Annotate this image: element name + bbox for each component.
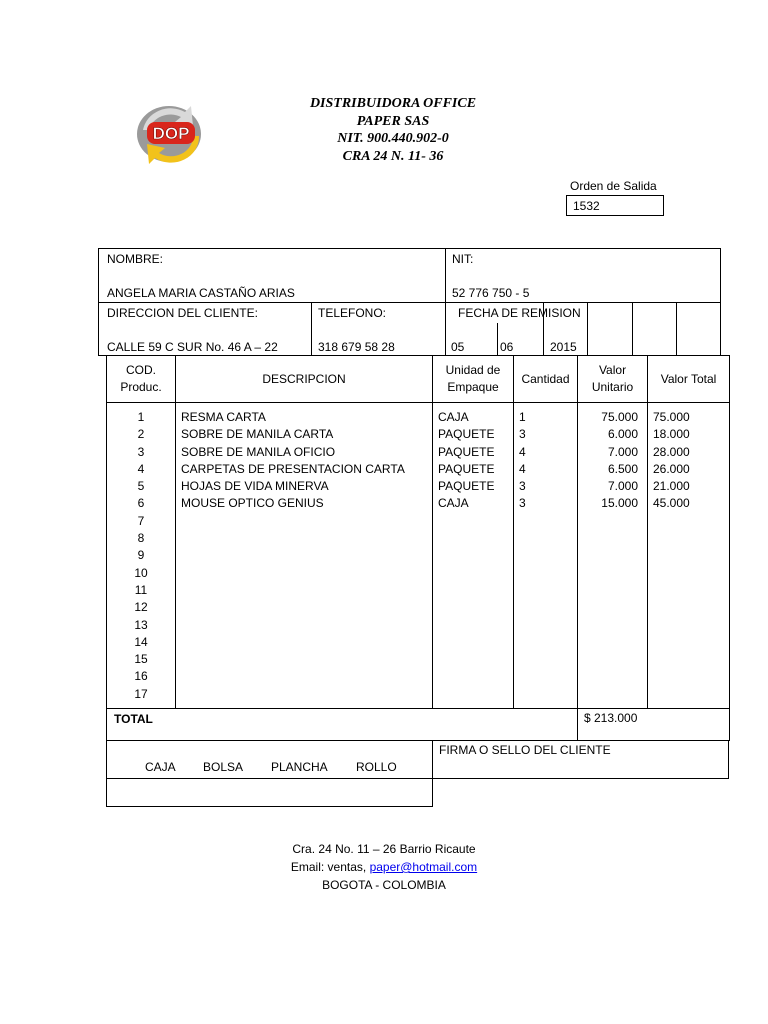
total-row xyxy=(107,709,730,741)
code-cell: 11 xyxy=(134,582,148,597)
unit-cell: PAQUETE xyxy=(438,427,495,442)
code-cell: 3 xyxy=(137,444,145,459)
total-amount: $ 213.000 xyxy=(584,711,638,725)
quantity-cell: 1 xyxy=(519,410,526,424)
code-cell: 17 xyxy=(134,686,148,701)
footer-email-line xyxy=(234,858,534,876)
total-amount-cell xyxy=(578,709,730,741)
unit-cell: CAJA xyxy=(438,410,469,424)
company-nit: NIT. 900.440.902-0 xyxy=(337,131,449,146)
company-logo xyxy=(133,100,207,166)
fecha-mes: 06 xyxy=(500,340,514,354)
header-unidad: Unidad de Empaque xyxy=(433,356,514,403)
company-address: CRA 24 N. 11- 36 xyxy=(342,148,444,164)
packaging-option-rollo: ROLLO xyxy=(356,760,397,774)
code-cell: 4 xyxy=(137,461,145,476)
unit-cell: PAQUETE xyxy=(438,479,495,494)
code-cell: 7 xyxy=(137,513,145,528)
total-value-cell: 28.000 xyxy=(653,444,690,459)
header-valor-unitario: Valor Unitario xyxy=(578,356,648,403)
code-cell: 10 xyxy=(134,565,148,580)
items-table xyxy=(106,355,730,741)
unit-cell: CAJA xyxy=(438,496,469,511)
nit-value: 52 776 750 - 5 xyxy=(452,286,530,300)
divider-fecha-mes xyxy=(497,323,498,355)
quantity-cell: 4 xyxy=(519,444,526,459)
code-cell: 6 xyxy=(137,496,145,511)
unit-value-cell: 6.000 xyxy=(607,427,638,442)
description-cell: RESMA CARTA xyxy=(181,410,266,424)
total-value-cell: 75.000 xyxy=(653,410,690,424)
quantity-cell: 3 xyxy=(519,496,526,511)
footer-email-prefix: Email: ventas, xyxy=(290,860,370,874)
header-valor-total: Valor Total xyxy=(648,356,730,403)
code-cell: 12 xyxy=(134,600,148,615)
divider-extra-2 xyxy=(632,302,633,355)
total-label-cell xyxy=(107,709,578,741)
company-name-line1: DISTRIBUIDORA OFFICE xyxy=(309,96,477,111)
footer-address: Cra. 24 No. 11 – 26 Barrio Ricaute xyxy=(292,842,476,856)
divider-telefono xyxy=(311,302,312,355)
total-value-cell: 45.000 xyxy=(653,496,690,511)
client-info-box xyxy=(98,248,721,356)
footer-email-link[interactable]: paper@hotmail.com xyxy=(369,860,478,874)
codes-column xyxy=(107,403,176,709)
nombre-value: ANGELA MARIA CASTAÑO ARIAS xyxy=(107,286,295,300)
description-cell: SOBRE DE MANILA CARTA xyxy=(181,427,334,442)
items-header-row xyxy=(107,356,730,403)
fecha-anio: 2015 xyxy=(550,340,577,354)
description-cell: SOBRE DE MANILA OFICIO xyxy=(181,444,336,459)
unit-value-cell: 7.000 xyxy=(607,479,638,494)
code-cell: 15 xyxy=(134,652,148,667)
fecha-dia: 05 xyxy=(451,340,465,354)
description-cell: MOUSE OPTICO GENIUS xyxy=(181,496,324,511)
divider-extra-3 xyxy=(676,302,677,355)
code-cell: 8 xyxy=(137,531,145,546)
packaging-option-plancha: PLANCHA xyxy=(271,760,328,774)
units-column xyxy=(433,403,514,709)
signature-box xyxy=(432,740,729,779)
total-value-cell: 21.000 xyxy=(653,479,690,494)
description-cell: HOJAS DE VIDA MINERVA xyxy=(181,479,329,494)
direccion-label: DIRECCION DEL CLIENTE: xyxy=(107,306,258,320)
unit-value-cell: 6.500 xyxy=(607,461,638,476)
code-cell: 5 xyxy=(137,479,145,494)
packaging-option-bolsa: BOLSA xyxy=(203,760,244,774)
total-label: TOTAL xyxy=(114,712,153,726)
quantity-cell: 4 xyxy=(519,461,526,476)
items-body-row xyxy=(107,403,730,709)
nombre-label: NOMBRE: xyxy=(107,252,164,266)
telefono-value: 318 679 58 28 xyxy=(318,340,395,354)
packaging-option-caja: CAJA xyxy=(145,760,176,774)
code-cell: 9 xyxy=(137,548,145,563)
footer xyxy=(234,840,534,894)
orden-value: 1532 xyxy=(566,195,664,216)
company-name-line2: PAPER SAS xyxy=(356,113,430,129)
logo-text: DOP xyxy=(152,124,190,143)
code-cell: 2 xyxy=(137,427,145,442)
unit-value-cell: 75.000 xyxy=(601,410,638,424)
divider-horizontal xyxy=(99,302,720,303)
total-value-cell: 26.000 xyxy=(653,461,690,476)
signature-label: FIRMA O SELLO DEL CLIENTE xyxy=(439,743,611,757)
total-value-cell: 18.000 xyxy=(653,427,690,442)
divider-nit xyxy=(445,249,446,355)
telefono-label: TELEFONO: xyxy=(318,306,387,320)
quantity-cell: 3 xyxy=(519,427,526,442)
descriptions-column xyxy=(176,403,433,709)
header-cod: COD. Produc. xyxy=(107,356,176,403)
footer-city: BOGOTA - COLOMBIA xyxy=(322,878,446,892)
direccion-value: CALLE 59 C SUR No. 46 A – 22 xyxy=(107,340,278,354)
unit-cell: PAQUETE xyxy=(438,444,495,459)
divider-extra-1 xyxy=(587,302,588,355)
header-cantidad: Cantidad xyxy=(514,356,578,403)
code-cell: 16 xyxy=(134,669,148,684)
quantities-column xyxy=(514,403,578,709)
description-cell: CARPETAS DE PRESENTACION CARTA xyxy=(181,461,405,476)
unit-values-column xyxy=(578,403,648,709)
unit-value-cell: 15.000 xyxy=(601,496,638,511)
total-values-column xyxy=(648,403,730,709)
header-descripcion: DESCRIPCION xyxy=(176,356,433,403)
packaging-blank-box xyxy=(106,778,433,807)
orden-label: Orden de Salida xyxy=(570,179,657,193)
nit-label: NIT: xyxy=(452,252,474,266)
unit-cell: PAQUETE xyxy=(438,461,495,476)
unit-value-cell: 7.000 xyxy=(607,444,638,459)
code-cell: 1 xyxy=(137,410,145,424)
code-cell: 14 xyxy=(134,634,148,649)
code-cell: 13 xyxy=(134,617,148,632)
fecha-label: FECHA DE REMISION xyxy=(458,306,581,320)
company-header xyxy=(250,95,536,165)
quantity-cell: 3 xyxy=(519,479,526,494)
